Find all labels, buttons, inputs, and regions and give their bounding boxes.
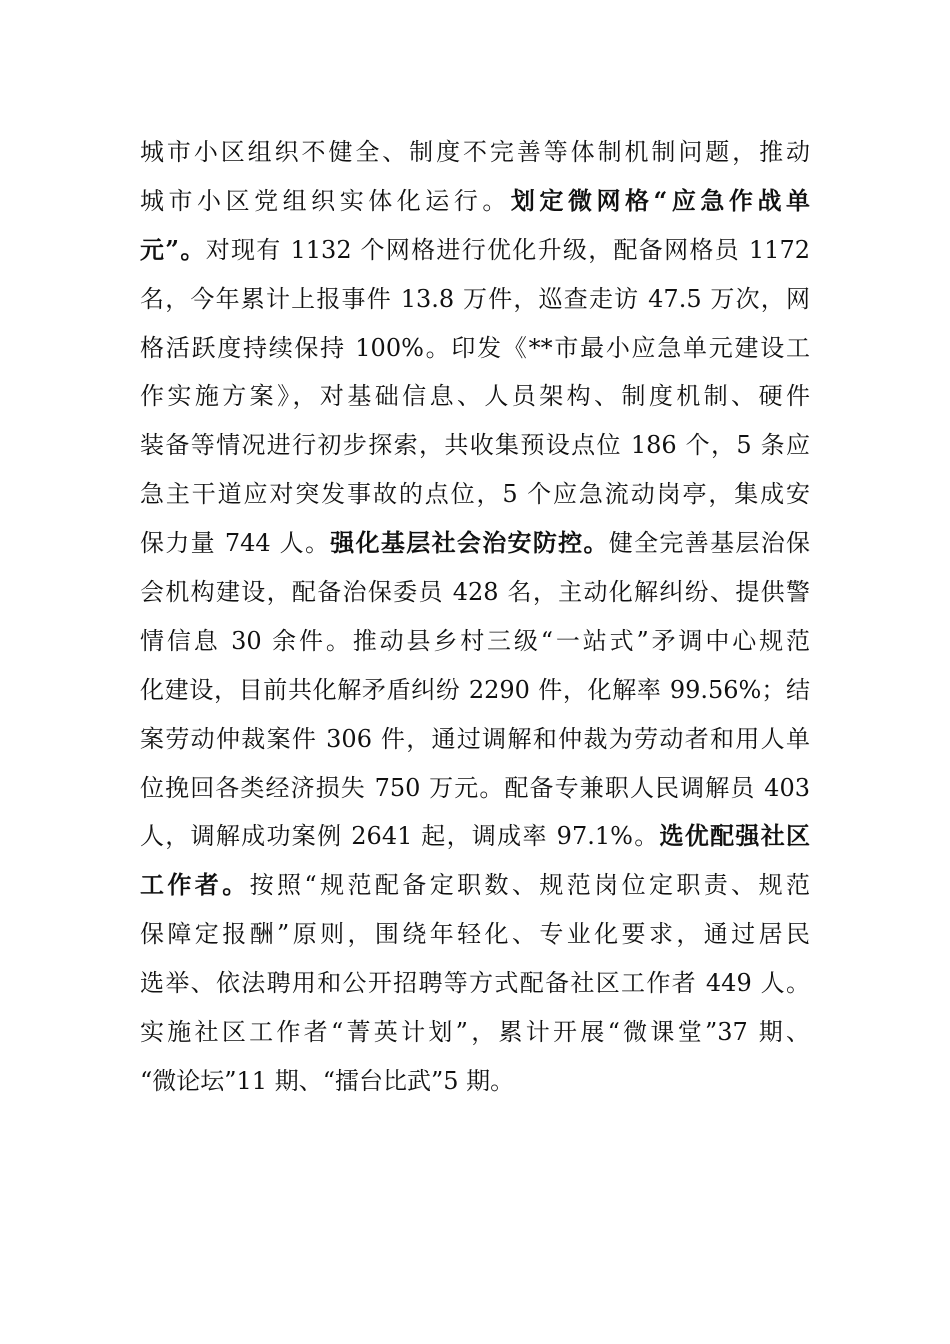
paragraph-text: 案劳动仲裁案件 306 件，通过调解和仲裁为劳动者和用人单 bbox=[140, 724, 810, 753]
text-line bbox=[140, 910, 810, 959]
text-line bbox=[140, 812, 810, 861]
text-line bbox=[140, 372, 810, 421]
paragraph-text: 保障定报酬”原则，围绕年轻化、专业化要求，通过居民 bbox=[140, 920, 810, 949]
paragraph-text: 按照“规范配备定职数、规范岗位定职责、规范 bbox=[249, 871, 810, 900]
paragraph-text: 对现有 1132 个网格进行优化升级，配备网格员 1172 bbox=[205, 235, 810, 264]
text-line bbox=[140, 715, 810, 764]
text-line bbox=[140, 324, 810, 373]
text-line bbox=[140, 764, 810, 813]
paragraph-text: 情信息 30 余件。推动县乡村三级“一站式”矛调中心规范 bbox=[140, 626, 810, 655]
paragraph-text: 名，今年累计上报事件 13.8 万件，巡查走访 47.5 万次，网 bbox=[140, 284, 810, 313]
text-line bbox=[140, 177, 810, 226]
paragraph-text: 格活跃度持续保持 100%。印发《**市最小应急单元建设工 bbox=[140, 333, 810, 362]
paragraph-text: 作实施方案》，对基础信息、人员架构、制度机制、硬件 bbox=[140, 382, 810, 411]
paragraph-text: 急主干道应对突发事故的点位，5 个应急流动岗亭，集成安 bbox=[140, 480, 810, 509]
text-line bbox=[140, 226, 810, 275]
text-line bbox=[140, 128, 810, 177]
paragraph-text: 化建设，目前共化解矛盾纠纷 2290 件，化解率 99.56%；结 bbox=[140, 675, 810, 704]
text-line bbox=[140, 959, 810, 1008]
paragraph-text: 选举、依法聘用和公开招聘等方式配备社区工作者 449 人。 bbox=[140, 969, 810, 998]
paragraph-text: 实施社区工作者“菁英计划”，累计开展“微课堂”37 期、 bbox=[140, 1018, 810, 1047]
paragraph-text: 位挽回各类经济损失 750 万元。配备专兼职人民调解员 403 bbox=[140, 773, 810, 802]
bold-heading-text: 元”。 bbox=[140, 234, 206, 264]
bold-heading-text: 选优配强社区 bbox=[659, 821, 810, 851]
paragraph-text: 城市小区组织不健全、制度不完善等体制机制问题，推动 bbox=[140, 138, 810, 166]
bold-heading-text: 工作者。 bbox=[140, 870, 250, 900]
text-line bbox=[140, 1008, 810, 1057]
text-line bbox=[140, 1057, 810, 1106]
text-line bbox=[140, 519, 810, 568]
paragraph-text: 会机构建设，配备治保委员 428 名，主动化解纠纷、提供警 bbox=[140, 578, 810, 607]
text-line bbox=[140, 617, 810, 666]
text-line bbox=[140, 275, 810, 324]
paragraph-text: 人，调解成功案例 2641 起，调成率 97.1%。 bbox=[140, 822, 660, 851]
text-line bbox=[140, 470, 810, 519]
text-line bbox=[140, 666, 810, 715]
text-line bbox=[140, 421, 810, 470]
paragraph-text: 装备等情况进行初步探索，共收集预设点位 186 个，5 条应 bbox=[140, 431, 810, 460]
paragraph-text: “微论坛”11 期、“擂台比武”5 期。 bbox=[140, 1066, 515, 1095]
paragraph-text: 健全完善基层治保 bbox=[608, 529, 810, 558]
text-line bbox=[140, 861, 810, 910]
body-text bbox=[140, 128, 810, 1106]
paragraph-text: 保力量 744 人。 bbox=[140, 529, 331, 558]
text-line bbox=[140, 568, 810, 617]
paragraph-text: 城市小区党组织实体化运行。 bbox=[140, 186, 511, 215]
bold-heading-text: 划定微网格“应急作战单 bbox=[510, 185, 810, 215]
bold-heading-text: 强化基层社会治安防控。 bbox=[330, 528, 609, 558]
